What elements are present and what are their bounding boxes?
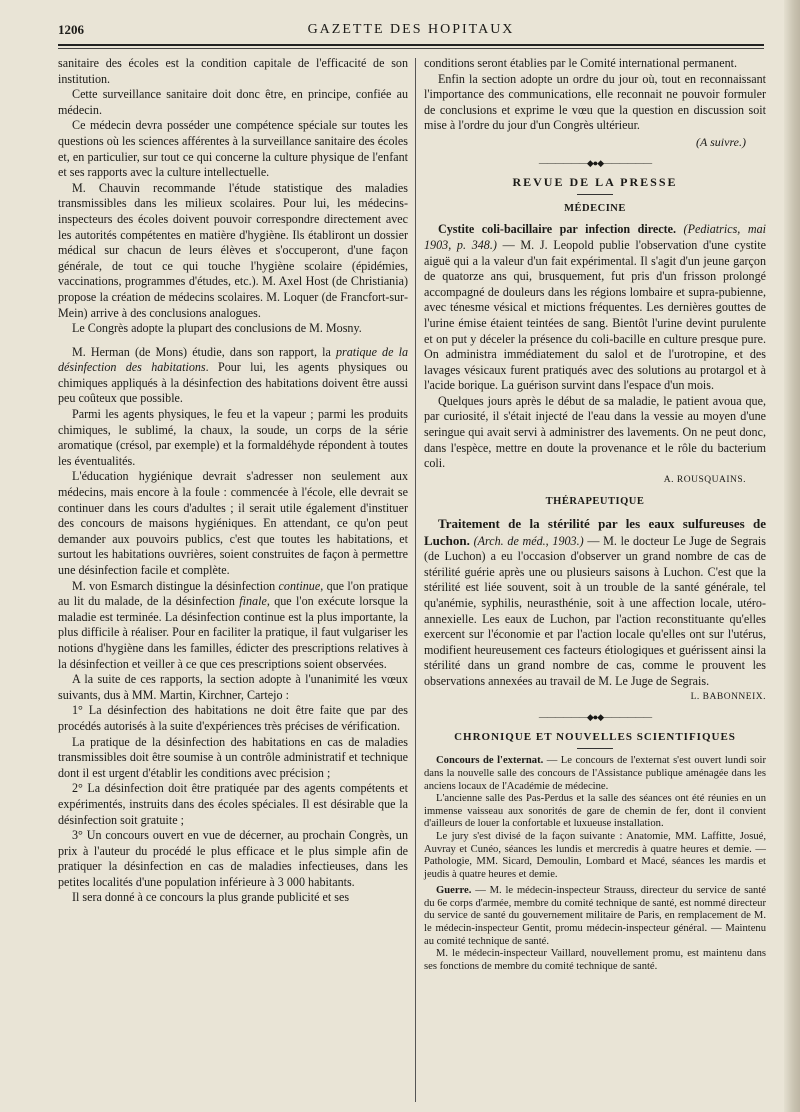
paragraph: 3° Un concours ouvert en vue de décerner, au prochain Congrès, un prix à l'auteur du procédé le plus efficace et le plus simple afin de pratiquer la désinfection en cas de maladies infectieuses, dans les petites localités d'une population inférieure à 3 000 habitants.	[58, 828, 408, 889]
paragraph: Cette surveillance sanitaire doit donc être, en principe, confiée au médecin.	[58, 87, 408, 117]
paragraph: M. Herman (de Mons) étudie, dans son rapport, la pratique de la désinfection des habitations. Pour lui, les agents physiques ou chimiques appliqués à la désinfection des habitations doivent être aussi peu coûteux que possible.	[58, 344, 408, 406]
paragraph: Le jury s'est divisé de la façon suivante : Anatomie, MM. Laffitte, Josué, Auvray et Cunéo, séances les lundis et mercredis à quatre heures et demie. — Pathologie, MM. Sicard, Demoulin, Lombard et Macé, séances les mardis et jeudis à quatre heures et demie.	[424, 830, 766, 880]
paragraph: A la suite de ces rapports, la section adopte à l'unanimité les vœux suivants, dus à MM. Martin, Kirchner, Cartejo :	[58, 672, 408, 702]
header-rule-thick	[58, 44, 764, 46]
column-divider	[415, 58, 416, 1102]
signature: A. ROUSQUAINS.	[663, 474, 746, 485]
news-block	[424, 755, 766, 973]
article-cystite: Cystite coli-bacillaire par infection directe. (Pediatrics, mai 1903, p. 348.) — M. J. Leopold publie l'observation d'une cystite aiguë qui a la valeur d'un fait expérimental. Il s'agit d'un jeune garçon de quatorze ans qui, brusquement, fut pris d'un frisson prolongé accompagné de douleurs dans les régions lombaire et supra-pubienne, avec ténesme vésical et mictions fréquentes. Les dernières gouttes de l'urine émise étaient teintées de sang. Bientôt l'urine devint purulente et on put y déceler la présence du coli-bacille en culture presque pure. On administra immédiatement du salol et de l'urotropine, et des lavages vésicaux furent pratiqués avec des solutions au protargol et à l'acide borique. La guérison survint dans l'espace d'un mois.	[424, 222, 766, 393]
paragraph: L'ancienne salle des Pas-Perdus et la salle des séances ont été réunies en un immense vaisseau aux sonorités de gare de chemin de fer, dont il convient d'ailleurs de louer la confortable et luxueuse installation.	[424, 793, 766, 830]
paragraph: M. von Esmarch distingue la désinfection continue, que l'on pratique au lit du malade, de la désinfection finale, que l'on exécute lorsque la maladie est terminée. La désinfection continue est la plus importante, la plus difficile à réaliser. Pour en faciliter la pratique, il faut vulgariser les notions d'hygiène dans les familles, édicter des prescriptions relatives à la désinfection et veiller à ce que ces prescriptions soient observées.	[58, 578, 409, 671]
paragraph: Enfin la section adopte un ordre du jour où, tout en reconnaissant l'importance des communications, elle reconnait ne pouvoir formuler de conclusions et exprime le vœu que la question en discussion soit mise à l'ordre du jour d'un Congrès ultérieur.	[424, 71, 766, 133]
paragraph: 2° La désinfection doit être pratiquée par des agents compétents et expérimentés, instruits dans des écoles spéciales. Il est désirable que la désinfection soit gratuite ;	[58, 781, 408, 827]
paragraph: 1° La désinfection des habitations ne doit être faite que par des procédés autorisés à la suite d'expériences très précises de vérification.	[58, 703, 408, 733]
section-rule	[577, 748, 613, 749]
right-column	[424, 56, 766, 973]
signature: L. BABONNEIX.	[690, 691, 766, 702]
left-column	[58, 56, 408, 906]
paragraph: Quelques jours après le début de sa maladie, le patient avoua que, par curiosité, il s'était injecté de l'eau dans la vessie au moyen d'une seringue qui avait servi à administrer des lavements. On ne peut donc, dans l'espèce, mettre en doute la provenance et le rôle du bacterium coli.	[424, 393, 766, 471]
paragraph: Ce médecin devra posséder une compétence spéciale sur toutes les questions où les sciences afférentes à la surveillance sanitaire des écoles et, en particulier, sur tout ce qui concerne la culture physique de l'enfant et ses rapports avec la culture intellectuelle.	[58, 118, 408, 180]
paragraph: M. Chauvin recommande l'étude statistique des maladies transmissibles dans les milieux scolaires. Pour lui, les médecins-inspecteurs des écoles doivent pouvoir correspondre directement avec les autorités compétentes en matière d'hygiène. Ils établiront un dossier médical sur chacun de leurs élèves et s'occuperont, d'une façon générale, de tout ce qui touche l'hygiène scolaire (épidémies, vaccinations, programmes d'études, etc.). M. Axel Host (de Christiania) propose la création de médecins scolaires. M. Loquer (de Francfort-sur-Mein) arrive à des conclusions analogues.	[58, 180, 408, 320]
paragraph: conditions seront établies par le Comité international permanent.	[424, 56, 738, 70]
paragraph: sanitaire des écoles est la condition capitale de l'efficacité de son institution.	[58, 56, 408, 86]
paragraph: M. le médecin-inspecteur Vaillard, nouvellement promu, est maintenu dans ses fonctions de membre du comité technique de santé.	[424, 948, 766, 972]
page-spine	[784, 0, 800, 1112]
ornament-divider: ——————◆●◆——————	[538, 712, 652, 723]
journal-title: GAZETTE DES HOPITAUX	[307, 22, 515, 37]
ornament-divider: ——————◆●◆——————	[538, 157, 652, 168]
section-title-chronique: CHRONIQUE ET NOUVELLES SCIENTIFIQUES	[454, 730, 736, 743]
continued-note: (A suivre.)	[696, 134, 746, 149]
section-rule	[577, 194, 613, 195]
page-header	[58, 20, 764, 42]
paragraph: Il sera donné à ce concours la plus grande publicité et ses	[72, 890, 350, 905]
paragraph: L'éducation hygiénique devrait s'adresser non seulement aux médecins, mais encore à la foule : commencée à l'école, elle devrait se continuer dans les cours d'adultes ; il serait utile également d'instituer des concours de maisons hygiéniques. En attendant, ce qu'on peut demander aux pouvoirs publics, c'est que toutes les habitations, et surtout les habitations ouvrières, soient construites de façon à permettre une désinfection facile et complète.	[58, 469, 408, 577]
paragraph: Le Congrès adopte la plupart des conclusions de M. Mosny.	[72, 321, 362, 336]
subhead-medecine: MÉDECINE	[564, 202, 626, 214]
page-number: 1206	[58, 22, 84, 37]
subhead-therapeutique: THÉRAPEUTIQUE	[545, 496, 645, 508]
paragraph: La pratique de la désinfection des habitations en cas de maladies transmissibles doit être soumise à un contrôle administratif et technique dont il est urgent d'établir les conditions avec précision ;	[58, 734, 408, 780]
article-sterilite: Traitement de la stérilité par les eaux sulfureuses de Luchon. (Arch. de méd., 1903.) — M. le docteur Le Juge de Segrais (de Luchon) a eu l'occasion d'observer un grand nombre de cas de stérilité guérie après une ou plusieurs saisons à Luchon. C'est que la stérilité est liée souvent, soit à un trouble de la santé générale, tel qu'anémie, syphilis, neurasthénie, soit à une affection locale, utéro-annexielle. Les eaux de Luchon, par l'action reconstituante qu'elles exercent sur l'économie et par l'action locale qu'elles ont sur l'utérus, modifient heureusement ces facteurs étiologiques et guérissent ainsi la stérilité dans un grand nombre de cas, comme le prouvent les observations annexées au travail de M. Le Juge de Segrais. L. BABONNEIX.	[424, 516, 766, 690]
paragraph: Parmi les agents physiques, le feu et la vapeur ; parmi les produits chimiques, le sublimé, la chaux, la soude, un corps de la série aromatique (crésol, par exemple) et la formaldéhyde répondent à toutes les éventualités.	[58, 407, 408, 468]
header-rule-thin	[58, 48, 764, 49]
news-item: Guerre. — M. le médecin-inspecteur Strauss, directeur du service de santé du 6e corps d'armée, membre du comité technique de santé, est nommé directeur du service de santé du gouvernement militaire de Paris, en remplacement de M. le médecin-inspecteur Gentit, promu médecin-inspecteur général. — Maintenu au comité technique de santé.	[424, 885, 766, 947]
section-title-revue: REVUE DE LA PRESSE	[512, 175, 678, 190]
news-item: Concours de l'externat. — Le concours de l'externat s'est ouvert lundi soir dans la nouvelle salle des concours de l'Assistance publique aménagée dans les anciens locaux de l'Académie de médecine.	[424, 755, 766, 792]
